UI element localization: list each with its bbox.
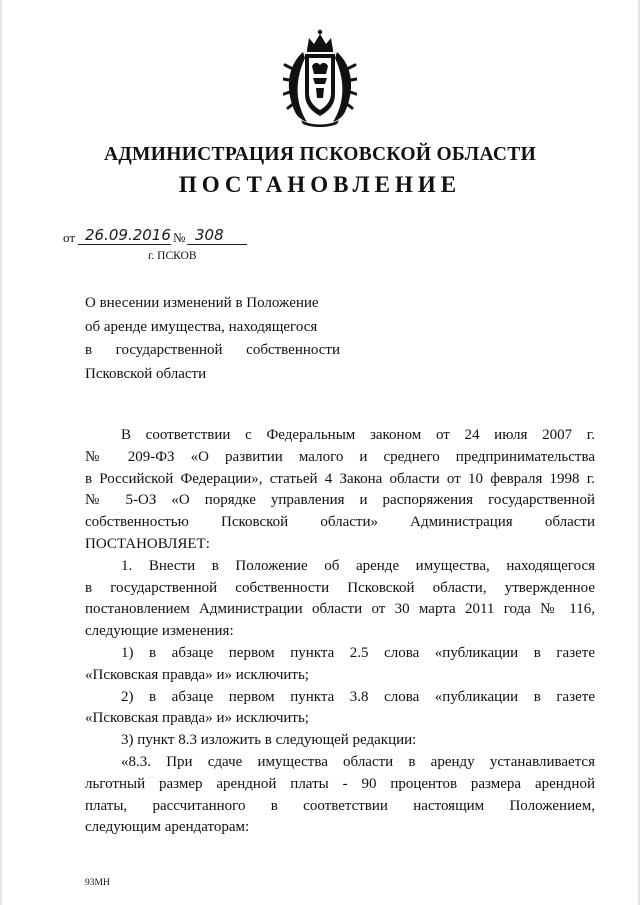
subject-line: О внесении изменений в Положение	[85, 295, 319, 311]
body-line: 3) пункт 8.3 изложить в следующей редакции:	[121, 732, 417, 749]
body-line: «Псковская правда» и» исключить;	[85, 666, 309, 683]
footer-code: 93МН	[85, 878, 110, 888]
body-line: «Псковская правда» и» исключить;	[85, 710, 309, 727]
body-line: № 209-ФЗ «О развитии малого и среднего предпринимательства	[85, 448, 595, 465]
body-line: 2) в абзаце первом пункта 3.8 слова «публикации в газете	[121, 688, 595, 705]
body-line: № 5-ОЗ «О порядке управления и распоряжения государственной	[85, 492, 595, 509]
body-line: льготный размер арендной платы - 90 процентов размера арендной	[85, 775, 595, 792]
organization-title: АДМИНИСТРАЦИЯ ПСКОВСКОЙ ОБЛАСТИ	[103, 144, 537, 165]
date-prefix: от	[63, 230, 76, 245]
date-underline	[78, 244, 171, 245]
body-line: следующие изменения:	[85, 623, 234, 640]
subject-line: Псковской области	[85, 365, 207, 382]
number-underline	[187, 244, 247, 245]
document-subject	[85, 292, 340, 386]
body-line: В соответствии с Федеральным законом от 24 июля 2007 г.	[121, 427, 595, 443]
body-line: в Российской Федерации», статьей 4 Закона области от 10 февраля 1998 г.	[85, 470, 595, 487]
number-handwritten: 308	[195, 226, 224, 244]
document-body	[85, 425, 595, 839]
subject-line: в государственной собственности	[85, 342, 340, 358]
body-line: 1) в абзаце первом пункта 2.5 слова «публикации в газете	[121, 644, 595, 661]
subject-line: об аренде имущества, находящегося	[85, 318, 318, 335]
date-number-line	[63, 228, 253, 248]
body-line: постановлением Администрации области от 30 марта 2011 года № 116,	[85, 601, 595, 618]
date-handwritten: 26.09.2016	[85, 226, 171, 244]
city-label: г. ПСКОВ	[148, 250, 197, 262]
coat-of-arms-emblem	[283, 28, 357, 128]
body-line: 1. Внести в Положение об аренде имущества, находящегося	[121, 557, 595, 574]
body-line: ПОСТАНОВЛЯЕТ:	[85, 535, 210, 552]
scan-edge-left	[0, 0, 3, 905]
body-line: платы, рассчитанного в соответствии настоящим Положением,	[85, 797, 595, 814]
body-line: «8.3. При сдаче имущества области в аренду устанавливается	[121, 753, 595, 770]
body-line: следующим арендаторам:	[85, 819, 250, 836]
body-line: собственностью Псковской области» Администрация области	[85, 514, 595, 531]
body-line: в государственной собственности Псковской области, утвержденное	[85, 579, 595, 596]
document-type-title: ПОСТАНОВЛЕНИЕ	[178, 172, 462, 197]
number-prefix: №	[173, 230, 186, 245]
